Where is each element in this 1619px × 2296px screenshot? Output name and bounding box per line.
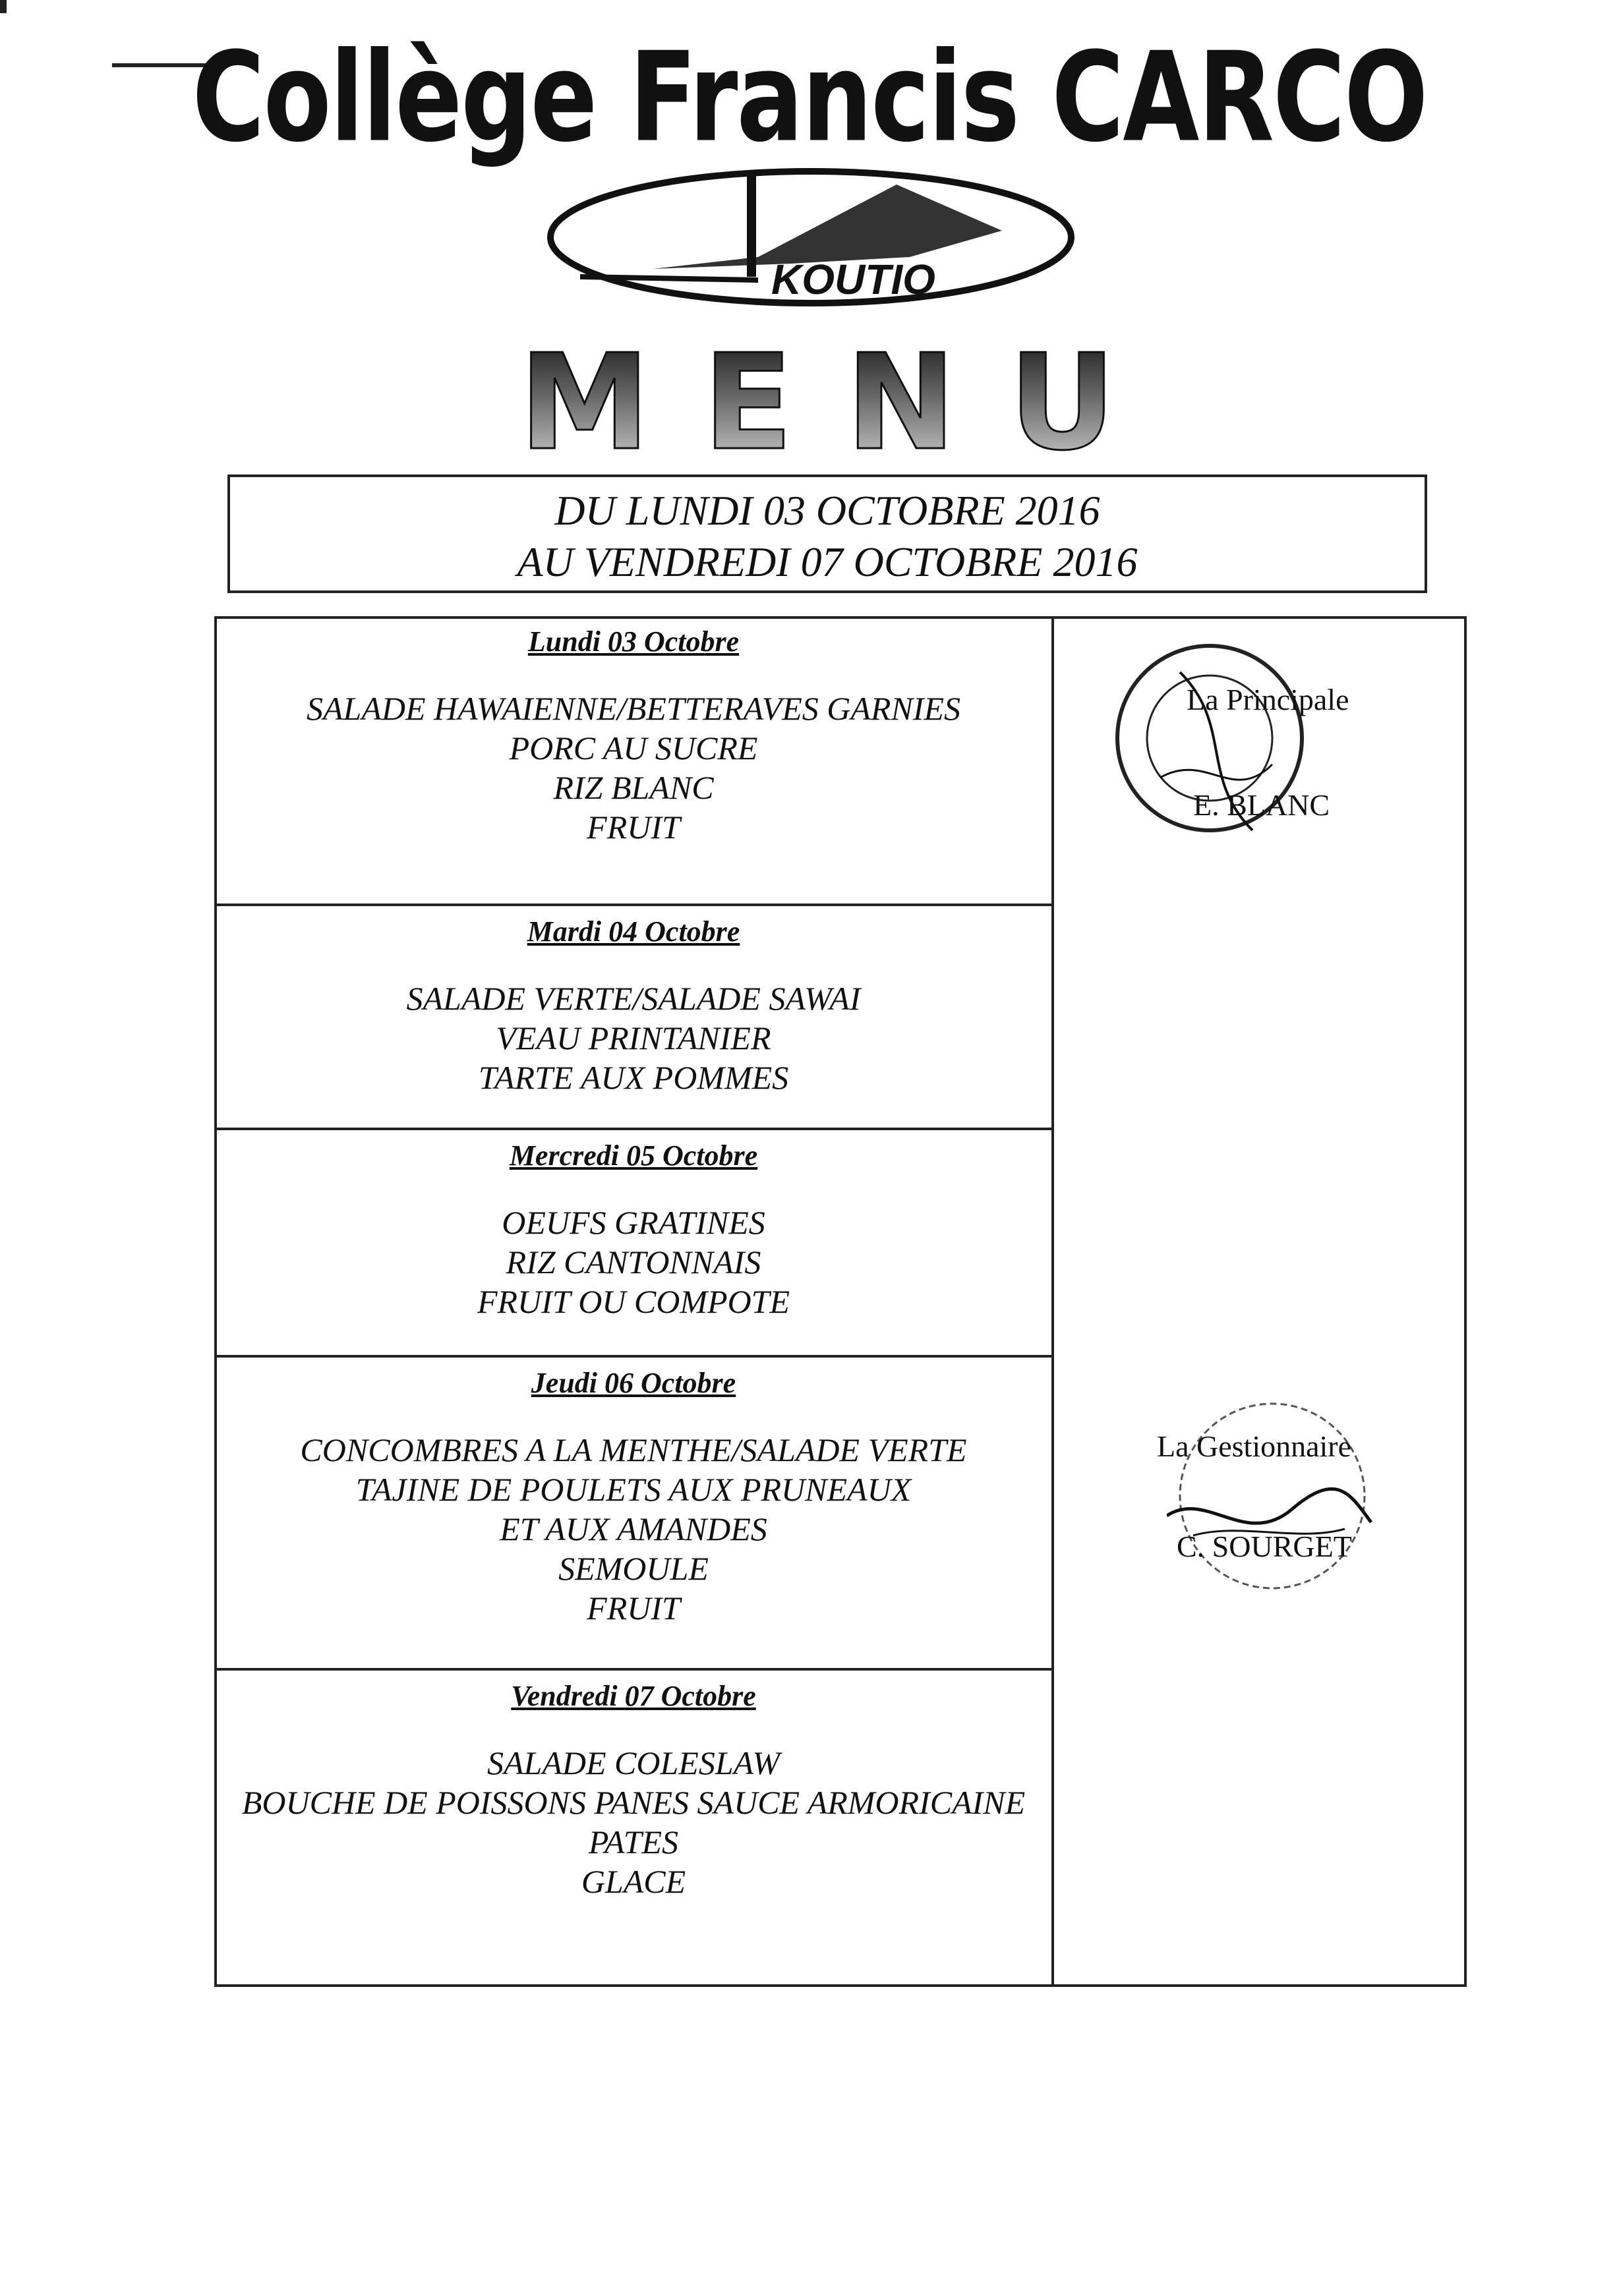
dish: OEUFS GRATINES bbox=[502, 1204, 765, 1241]
dish: BOUCHE DE POISSONS PANES SAUCE ARMORICAINE bbox=[241, 1784, 1026, 1821]
koutio-logo bbox=[541, 165, 1081, 316]
day-title: Mercredi 05 Octobre bbox=[509, 1139, 758, 1172]
dish: TAJINE DE POULETS AUX PRUNEAUX bbox=[355, 1471, 912, 1508]
dish: CONCOMBRES A LA MENTHE/SALADE VERTE bbox=[300, 1431, 967, 1468]
principal-title: La Principale bbox=[1187, 683, 1349, 716]
principal-stamp bbox=[1101, 633, 1318, 857]
principal-name: E. BLANC bbox=[1193, 788, 1330, 822]
period-start: DU LUNDI 03 OCTOBRE 2016 bbox=[554, 487, 1100, 534]
signature-stroke bbox=[1167, 1489, 1371, 1523]
dish: PATES bbox=[588, 1823, 679, 1860]
dish: SALADE VERTE/SALADE SAWAI bbox=[406, 980, 861, 1017]
menu-heading bbox=[475, 343, 1213, 461]
dish: SALADE HAWAIENNE/BETTERAVES GARNIES bbox=[306, 690, 961, 727]
day-title: Mardi 04 Octobre bbox=[527, 915, 740, 948]
scan-mark bbox=[0, 0, 7, 13]
dish: VEAU PRINTANIER bbox=[496, 1019, 771, 1056]
dish: GLACE bbox=[581, 1863, 686, 1900]
day-friday bbox=[214, 1671, 1053, 1987]
day-title: Jeudi 06 Octobre bbox=[531, 1367, 736, 1399]
dish: ET AUX AMANDES bbox=[500, 1510, 767, 1547]
manager-name: C. SOURGET bbox=[1177, 1530, 1352, 1563]
school-name: Collège Francis CARCO bbox=[192, 26, 1427, 170]
dish: PORC AU SUCRE bbox=[509, 730, 758, 766]
day-monday bbox=[214, 616, 1053, 906]
day-title: Vendredi 07 Octobre bbox=[511, 1680, 756, 1712]
manager-title: La Gestionnaire bbox=[1157, 1429, 1352, 1463]
dish: RIZ CANTONNAIS bbox=[506, 1244, 761, 1280]
menu-title-text: MENU bbox=[519, 343, 1169, 461]
dish: SEMOULE bbox=[558, 1550, 709, 1587]
day-thursday bbox=[214, 1358, 1053, 1671]
day-title: Lundi 03 Octobre bbox=[527, 625, 740, 658]
dish: FRUIT OU COMPOTE bbox=[477, 1283, 790, 1320]
period-end: AU VENDREDI 07 OCTOBRE 2016 bbox=[517, 538, 1138, 585]
dish: SALADE COLESLAW bbox=[487, 1744, 780, 1781]
day-wednesday bbox=[214, 1130, 1053, 1358]
dish: FRUIT bbox=[587, 1590, 680, 1626]
period-box bbox=[227, 474, 1427, 593]
logo-text: KOUTIO bbox=[771, 256, 935, 303]
dish: FRUIT bbox=[587, 809, 680, 846]
dish: RIZ BLANC bbox=[553, 769, 714, 806]
day-tuesday bbox=[214, 906, 1053, 1130]
manager-stamp bbox=[1167, 1384, 1378, 1608]
dish: TARTE AUX POMMES bbox=[478, 1059, 789, 1096]
